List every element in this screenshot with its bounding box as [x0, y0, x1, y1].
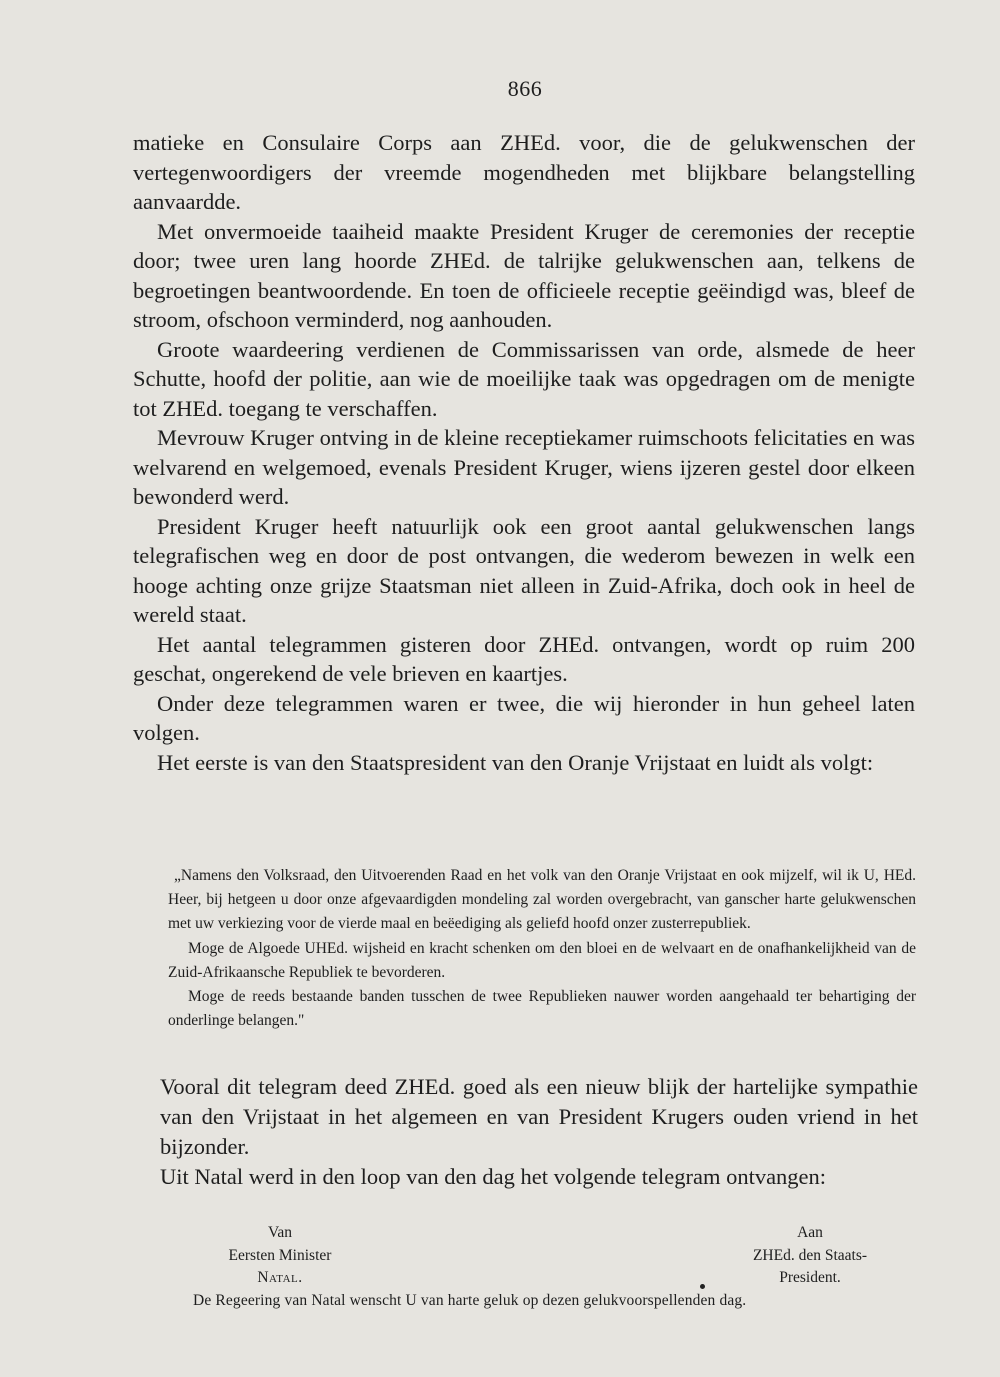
paragraph: Het aantal telegrammen gisteren door ZHEd. ontvangen, wordt op ruim 200 geschat, ongerekend de vele brieven en kaartjes. [133, 631, 915, 686]
paragraph: Onder deze telegrammen waren er twee, die wij hieronder in hun geheel laten volgen. [133, 690, 915, 745]
ink-dot [700, 1284, 705, 1289]
continued-text [160, 1072, 918, 1192]
page-number: 866 [507, 76, 543, 101]
paragraph: Het eerste is van den Staatspresident van den Oranje Vrijstaat en luidt als volgt: [157, 749, 874, 775]
sender-title: Eersten Minister [228, 1246, 332, 1264]
paragraph: matieke en Consulaire Corps aan ZHEd. voor, die de gelukwenschen der vertegenwoordigers der vreemde mogendheden met blijkbare belangstelling aanvaardde. [133, 130, 915, 214]
main-text [133, 128, 915, 777]
quote-paragraph: Moge de Algoede UHEd. wijsheid en kracht schenken om den bloei en de welvaart en de onafhankelijkheid van de Zuid-Afrikaansche Republiek te bevorderen. [168, 939, 916, 981]
telegram-recipient [700, 1222, 920, 1290]
paragraph: Met onvermoeide taaiheid maakte President Kruger de ceremonies der receptie door; twee uren lang hoorde ZHEd. de talrijke gelukwenschen aan, telkens de begroetingen beantwoordende. En toen de officieele receptie geëindigd was, bleef de stroom, ofschoon verminderd, nog aanhouden. [133, 218, 915, 332]
telegram-sender [130, 1222, 430, 1290]
paragraph: Uit Natal werd in den loop van den dag het volgende telegram ontvangen: [160, 1164, 827, 1189]
paragraph: Mevrouw Kruger ontving in de kleine receptiekamer ruimschoots felicitaties en was welvarend en welgemoed, evenals President Kruger, wiens ijzeren gestel door elkeen bewonderd werd. [133, 425, 915, 509]
paragraph: Vooral dit telegram deed ZHEd. goed als een nieuw blijk der hartelijke sympathie van den Vrijstaat in het algemeen en van President Krugers ouden vriend in het bijzonder. [160, 1074, 918, 1159]
quote-paragraph: „Namens den Volksraad, den Uitvoerenden Raad en het volk van den Oranje Vrijstaat en ook mijzelf, wil ik U, HEd. Heer, bij hetgeen u door onze afgevaardigden mondeling zal worden overgebracht, van ganscher harte gelukwenschen met uw verkiezing voor de vierde maal en beëediging als geliefd hoofd onzer zusterrepubliek. [168, 867, 916, 933]
sender-label: Van [267, 1224, 293, 1241]
sender-place: Natal. [257, 1269, 303, 1286]
quoted-telegram [168, 864, 916, 1033]
telegram-message: De Regeering van Natal wenscht U van harte geluk op dezen gelukvoorspellenden dag. [193, 1292, 747, 1309]
paragraph: Groote waardeering verdienen de Commissarissen van orde, alsmede de heer Schutte, hoofd der politie, aan wie de moeilijke taak was opgedragen om de menigte tot ZHEd. toegang te verschaffen. [133, 336, 915, 421]
paragraph: President Kruger heeft natuurlijk ook een groot aantal gelukwenschen langs telegrafischen weg en door de post ontvangen, die wederom bewezen in welk een hooge achting onze grijze Staatsman niet alleen in Zuid-Afrika, doch ook in heel de wereld staat. [133, 513, 915, 627]
recipient-label: Aan [797, 1224, 823, 1241]
recipient-title-cont: President. [779, 1269, 841, 1286]
quote-paragraph: Moge de reeds bestaande banden tusschen de twee Republieken nauwer worden aangehaald ter behartiging der onderlinge belangen." [168, 988, 916, 1030]
recipient-title: ZHEd. den Staats- [752, 1246, 868, 1264]
